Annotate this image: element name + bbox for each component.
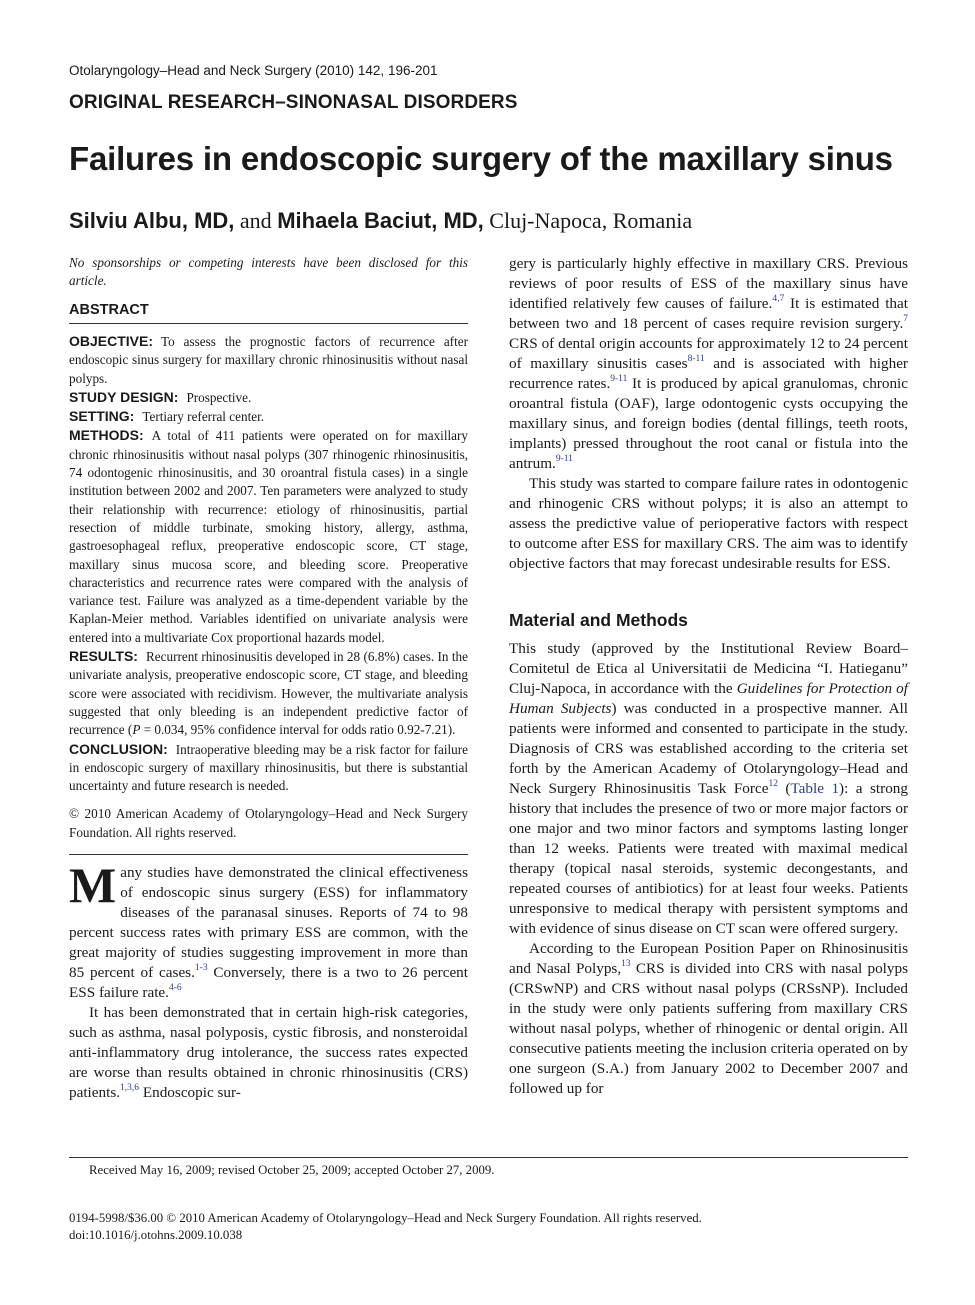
conclusion-text: Intraoperative bleeding may be a risk factor for failure in endoscopic surgery of maxillary rhinosinusitis, but there is substantial uncertainty and future research is needed. [69, 741, 468, 794]
left-column [69, 254, 468, 1103]
methods-body [509, 639, 908, 1099]
results-text-b: = 0.034, 95% confidence interval for odds ratio 0.92-7.21). [140, 722, 456, 738]
abstract-objective [69, 332, 468, 388]
rp3-italic: Guidelines for Protection of Human Subjects [509, 680, 908, 717]
author-conjunction: and [239, 208, 272, 233]
citation-link[interactable]: 9-11 [610, 374, 628, 384]
footer-divider [69, 1157, 908, 1158]
results-label: RESULTS: [69, 648, 138, 665]
rp1-b: It is estimated that between two and 18 percent of cases require revision surgery. [509, 295, 908, 332]
right-paragraph-1 [509, 254, 908, 474]
rp3-b: ) was conducted in a prospective manner. All patients were informed and consented to participate in the study. Diagnosis of CRS was established according to the criteria set forth by the American Academy of Otolaryngology–Head and Neck Surgery Rhinosinusitis Task Force [509, 700, 908, 797]
objective-label: OBJECTIVE: [69, 333, 154, 349]
abstract-copyright: © 2010 American Academy of Otolaryngology–Head and Neck Surgery Foundation. All rights reserved. [69, 806, 468, 841]
rp1-d: and is associated with higher recurrence rates. [509, 355, 908, 392]
citation-link[interactable]: 4,7 [772, 294, 785, 304]
citation-link[interactable]: 7 [903, 314, 908, 324]
citation-link[interactable]: 12 [768, 779, 778, 789]
citation-link[interactable]: 8-11 [687, 354, 705, 364]
rp3-a: This study (approved by the Institutional Review Board–Comitetul de Etica al Universitatii de Medicina “I. Hatieganu” Cluj-Napoca, in accordance with the [509, 640, 908, 697]
section-heading: ORIGINAL RESEARCH–SINONASAL DISORDERS [69, 92, 518, 113]
rp4-b: CRS is divided into CRS with nasal polyps (CRSwNP) and CRS without nasal polyps (CRSsNP). Included in the study were only patients suffering from maxillary CRS without nasal polyps, whether of rhinogenic or dental origin. All consecutive patients meeting the inclusion criteria operated on by one surgeon (S.A.) from January 2002 to December 2007 and followed up for [509, 960, 909, 1097]
abstract-divider [69, 323, 468, 324]
drop-cap: M [69, 857, 117, 914]
design-label: STUDY DESIGN: [69, 388, 179, 405]
methods-heading: Material and Methods [509, 610, 688, 630]
author-location: Cluj-Napoca, Romania [489, 208, 693, 233]
citation-link[interactable]: 13 [621, 959, 631, 969]
intro-p1-a: any studies have demonstrated the clinical effectiveness of endoscopic sinus surgery (ESS) for inflammatory diseases of the paranasal sinuses. Reports of 74 to 98 percent success rates with primary ESS are common, with the great majority of studies suggesting improvement in more than 85 percent of cases. [69, 864, 468, 982]
article-title: Failures in endoscopic surgery of the maxillary sinus [69, 140, 893, 177]
journal-citation: Otolaryngology–Head and Neck Surgery (2010) 142, 196-201 [69, 63, 438, 78]
author-2: Mihaela Baciut, MD, [277, 208, 484, 233]
issn-copyright: 0194-5998/$36.00 © 2010 American Academy of Otolaryngology–Head and Neck Surgery Foundation. All rights reserved. [69, 1211, 702, 1225]
received-dates: Received May 16, 2009; revised October 25, 2009; accepted October 27, 2009. [89, 1163, 495, 1177]
citation-link[interactable]: 1,3,6 [120, 1083, 140, 1094]
methods-paragraph-2 [509, 939, 908, 1099]
intro-p2-a: It has been demonstrated that in certain high-risk categories, such as asthma, nasal polyposis, cystic fibrosis, and nonsteroidal anti-inflammatory drug intolerance, the success rates expected are worse than results obtained in chronic rhinosinusitis (CRS) patients. [69, 1004, 468, 1102]
design-text: Prospective. [186, 389, 252, 405]
abstract-heading: ABSTRACT [69, 302, 149, 318]
rp1-e: It is produced by apical granulomas, chronic oroantral fistula (OAF), large odontogenic cysts occupying the maxillary sinus, and foreign bodies (dental fillings, teeth roots, implants) pressed throughout the root canal or fistula into the antrum. [509, 375, 908, 472]
rp1-a: gery is particularly highly effective in maxillary CRS. Previous reviews of poor results of ESS of the maxillary sinus have identified relatively few causes of failure. [509, 255, 908, 312]
conclusion-label: CONCLUSION: [69, 740, 168, 757]
objective-text: To assess the prognostic factors of recurrence after endoscopic sinus surgery for maxillary chronic rhinosinusitis without nasal polyps. [69, 334, 468, 386]
author-line [69, 208, 692, 234]
rp3-paren: ( [777, 780, 791, 797]
citation-link[interactable]: 1-3 [194, 963, 208, 974]
methods-paragraph-1 [509, 639, 908, 939]
right-column [509, 254, 908, 1099]
citation-link[interactable]: 4-6 [168, 983, 182, 994]
abstract-results [69, 647, 468, 739]
intro-p1-b: Conversely, there is a two to 26 percent ESS failure rate. [69, 964, 468, 1002]
intro-p2-b: Endoscopic sur- [139, 1084, 241, 1102]
results-text-a: Recurrent rhinosinusitis developed in 28 (6.8%) cases. In the univariate analysis, preoperative endoscopic score, CT stage, and bleeding score were associated with recidivism. However, the multivariate analysis suggested that only bleeding is an independent predictive factor of recurrence ( [69, 649, 468, 738]
intro-paragraph-1 [69, 857, 468, 1003]
citation-link[interactable]: 9-11 [555, 454, 573, 464]
table-link[interactable]: Table 1 [790, 780, 840, 797]
rp4-a: According to the European Position Paper on Rhinosinusitis and Nasal Polyps, [509, 940, 908, 977]
right-body [509, 254, 908, 574]
results-p-symbol: P [132, 722, 141, 738]
author-1: Silviu Albu, MD, [69, 208, 235, 233]
disclosure-note: No sponsorships or competing interests have been disclosed for this article. [69, 255, 468, 288]
right-paragraph-2: This study was started to compare failure rates in odontogenic and rhinogenic CRS without polyps; it is also an attempt to assess the predictive value of perioperative factors with respect to outcome after ESS for maxillary CRS. The aim was to identify objective factors that may forecast undesirable results for ESS. [509, 475, 908, 572]
methods-label: METHODS: [69, 427, 144, 444]
abstract-design [69, 388, 468, 407]
setting-label: SETTING: [69, 408, 135, 425]
rp1-c: CRS of dental origin accounts for approximately 12 to 24 percent of maxillary sinusitis cases [509, 335, 908, 372]
abstract-conclusion [69, 740, 468, 796]
intro-divider [69, 854, 468, 855]
abstract-body [69, 332, 468, 795]
intro-text [69, 857, 468, 1103]
methods-text: A total of 411 patients were operated on for maxillary chronic rhinosinusitis without nasal polyps (307 rhinogenic rhinosinusitis, 74 odontogenic rhinosinusitis, and 30 oroantral fistula cases) in a single institution between 2002 and 2007. Ten parameters were analyzed to study their relationship with recurrence: etiology of rhinosinusitis, partial resection of middle turbinate, smoking history, allergy, asthma, gastroesophageal reflux, preoperative endoscopic score, CT stage, maxillary sinus mucosa score, and bleeding score. Preoperative characteristics and recurrence rates were compared with the analysis of variance test. Failure was analyzed as a time-dependent variable by the Kaplan-Meier method. Variables identified on univariate analysis were entered into a multivariate Cox proportional hazards model. [69, 428, 468, 645]
doi[interactable]: doi:10.1016/j.otohns.2009.10.038 [69, 1228, 243, 1242]
intro-paragraph-2 [69, 1003, 468, 1103]
rp3-c: ): a strong history that includes the presence of two or more major factors or one major and two minor factors and symptoms lasting longer than 12 weeks. Patients were treated with maximal medical therapy (topical nasal steroids, systemic decongestants, and repeated courses of antibiotics) for at least four weeks. Patients unresponsive to medical therapy with persistent symptoms and with evidence of sinus disease on CT scan were offered surgery. [509, 780, 908, 937]
setting-text: Tertiary referral center. [142, 409, 265, 425]
abstract-setting [69, 407, 468, 426]
abstract-methods [69, 426, 468, 647]
